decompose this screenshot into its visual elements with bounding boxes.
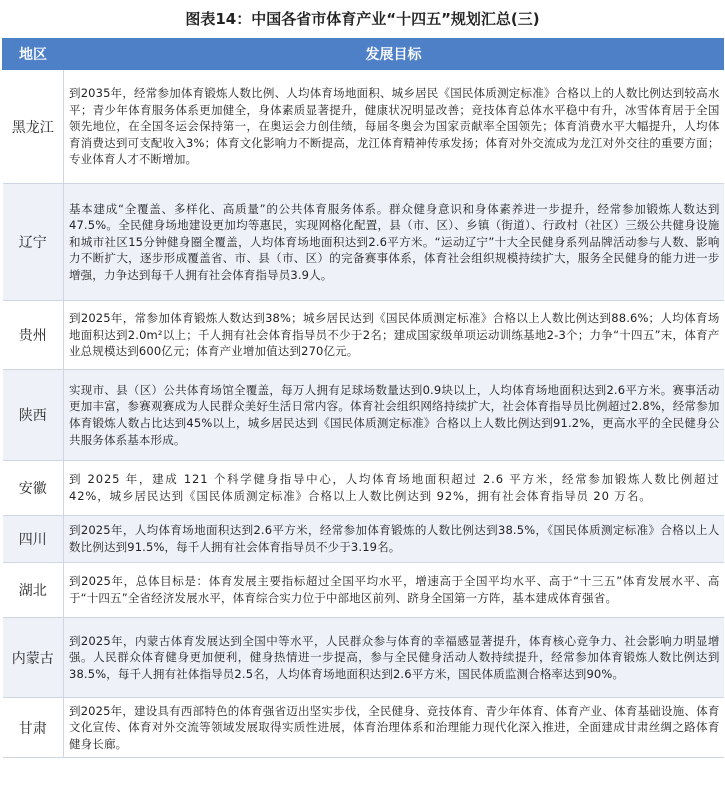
table-row: [3, 70, 724, 184]
region-cell: 内蒙古: [3, 618, 64, 698]
figure-title: 图表14：中国各省市体育产业“十四五”规划汇总(三): [185, 10, 540, 28]
region-cell: 黑龙江: [3, 70, 64, 184]
table-row: [3, 563, 724, 618]
goal-cell: 到2025年，建设具有西部特色的体育强省迈出坚实步伐，全民健身、竞技体育、青少年体育、体育产业、体育基础设施、体育文化宣传、体育对外交流等领域发展取得实质性进展，体育治理体系和治理能力现代化深入推进，全面建成甘肃丝绸之路体育健身长廊。: [64, 698, 724, 758]
region-cell: 甘肃: [3, 698, 64, 758]
table-header-row: [3, 39, 724, 70]
goal-cell: 到 2025 年，建成 121 个科学健身指导中心，人均体育场地面积超过 2.6 平方米，经常参加锻炼人数比例超过 42%，城乡居民达到《国民体质测定标准》合格以上人数比例达到 92%，拥有社会体育指导员 20 万名。: [64, 461, 724, 516]
goal-cell: 到2025年，总体目标是：体育发展主要指标超过全国平均水平，增速高于全国平均水平、高于“十三五”体育发展水平、高于“十四五”全省经济发展水平，体育综合实力位于中部地区前列、跻身全国第一方阵，基本建成体育强省。: [64, 563, 724, 618]
table-row: [3, 516, 724, 563]
table-row: [3, 461, 724, 516]
goal-cell: 到2025年，内蒙古体育发展达到全国中等水平，人民群众参与体育的幸福感显著提升，体育核心竞争力、社会影响力明显增强。人民群众体育健身更加便利，健身热情进一步提高，参与全民健身活动人数持续提升，经常参加体育锻炼人数比例达到38.5%，每千人拥有社体指导员2.5名，人均体育场地面积达到2.6平方米，国民体质监测合格率达到90%。: [64, 618, 724, 698]
goal-cell: 实现市、县（区）公共体育场馆全覆盖，每万人拥有足球场数量达到0.9块以上，人均体育场地面积达到2.6平方米。赛事活动更加丰富，参赛观赛成为人民群众美好生活日常内容。体育社会组织网络持续扩大，社会体育指导员比例超过2.8%，经常参加体育锻炼人数占比达到45%以上，城乡居民达到《国民体质测定标准》合格以上人数比例达到91.2%，更高水平的全民健身公共服务体系基本形成。: [64, 370, 724, 461]
goal-cell: 到2035年，经常参加体育锻炼人数比例、人均体育场地面积、城乡居民《国民体质测定标准》合格以上的人数比例达到较高水平；青少年体育服务体系更加健全，身体素质显著提升，健康状况明显改善；竞技体育总体水平稳中有升，冰雪体育居于全国领先地位，在全国冬运会保持第一，在奥运会力创佳绩，每届冬奥会为国家贡献率全国领先；体育消费水平大幅提升，人均体育消费达到可支配收入3%；体育文化影响力不断提高，龙江体育精神传承发扬；体育对外交流成为龙江对外交往的重要方面；专业体育人才不断增加。: [64, 70, 724, 184]
header-goal: 发展目标: [64, 39, 724, 70]
region-cell: 湖北: [3, 563, 64, 618]
table-row: [3, 698, 724, 758]
table-row: [3, 301, 724, 370]
table-row: [3, 618, 724, 698]
region-cell: 陕西: [3, 370, 64, 461]
table-row: [3, 370, 724, 461]
region-cell: 四川: [3, 516, 64, 563]
goal-cell: 到2025年，人均体育场地面积达到2.6平方米，经常参加体育锻炼的人数比例达到38.5%，《国民体质测定标准》合格以上人数比例达到91.5%，每千人拥有社会体育指导员不少于3.19名。: [64, 516, 724, 563]
goal-cell: 到2025年，常参加体育锻炼人数达到38%；城乡居民达到《国民体质测定标准》合格以上人数比例达到88.6%；人均体育场地面积达到2.0m²以上；千人拥有社会体育指导员不少于2名；建成国家级单项运动训练基地2-3个；力争“十四五”末，体育产业总规模达到600亿元；体育产业增加值达到270亿元。: [64, 301, 724, 370]
region-cell: 贵州: [3, 301, 64, 370]
plan-table: [2, 38, 724, 758]
table-row: [3, 184, 724, 301]
region-cell: 安徽: [3, 461, 64, 516]
region-cell: 辽宁: [3, 184, 64, 301]
goal-cell: 基本建成“全覆盖、多样化、高质量”的公共体育服务体系。群众健身意识和身体素养进一步提升，经常参加锻炼人数达到47.5%。全民健身场地建设更加均等惠民，实现网格化配置，县（市、区）、乡镇（街道）、行政村（社区）三级公共健身设施和城市社区15分钟健身圈全覆盖，人均体育场地面积达到2.6平方米。“运动辽宁”十大全民健身系列品牌活动参与人数、影响力不断扩大，逐步形成覆盖省、市、县（市、区）的完备赛事体系，体育社会组织规模持续扩大，服务全民健身的能力进一步增强，力争达到每千人拥有社会体育指导员3.9人。: [64, 184, 724, 301]
header-region: 地区: [3, 39, 64, 70]
